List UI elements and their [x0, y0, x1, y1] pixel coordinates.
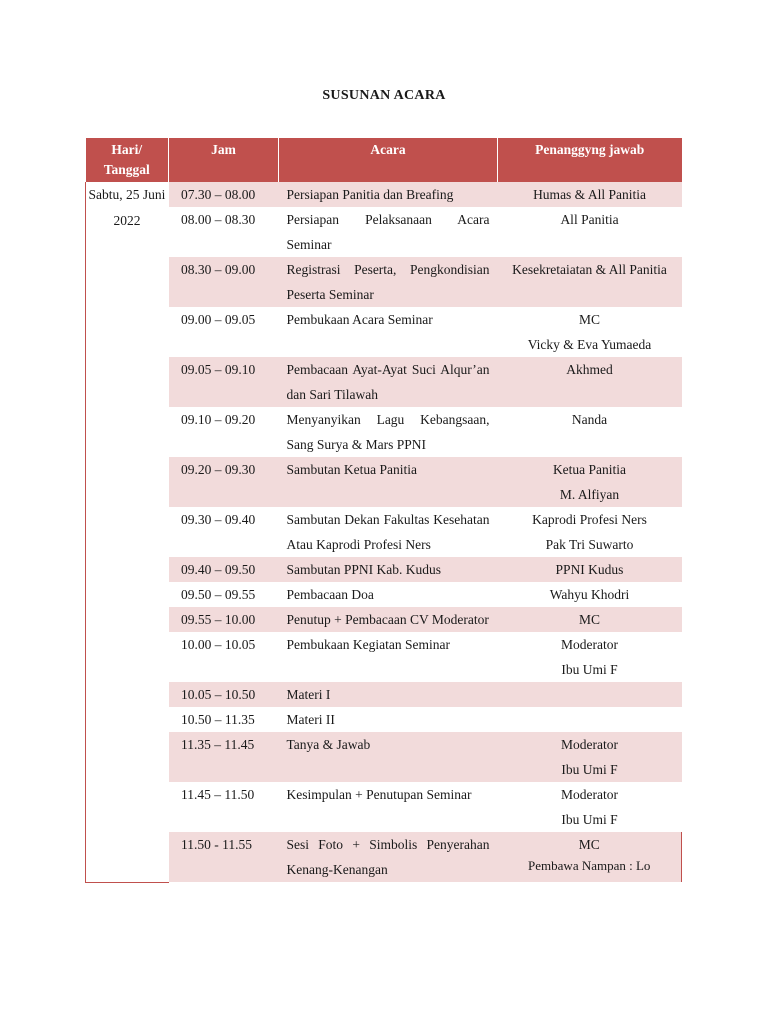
time-cell: 11.50 - 11.55	[169, 832, 279, 882]
responsible-line: Ibu Umi F	[561, 662, 618, 677]
time-cell: 10.00 – 10.05	[169, 632, 279, 682]
table-row	[86, 407, 682, 457]
day-cell: Sabtu, 25 Juni 2022	[86, 182, 169, 882]
responsible-cell	[498, 182, 682, 207]
time-cell: 09.30 – 09.40	[169, 507, 279, 557]
table-row	[86, 182, 682, 207]
activity-cell: Registrasi Peserta, Pengkondisian Peserta Seminar	[279, 257, 498, 307]
responsible-cell	[498, 582, 682, 607]
time-cell: 09.40 – 09.50	[169, 557, 279, 582]
time-cell: 09.10 – 09.20	[169, 407, 279, 457]
time-cell: 11.45 – 11.50	[169, 782, 279, 832]
time-cell: 08.00 – 08.30	[169, 207, 279, 257]
responsible-cell	[498, 682, 682, 707]
responsible-cell	[498, 707, 682, 732]
activity-cell: Materi I	[279, 682, 498, 707]
responsible-line: Kaprodi Profesi Ners	[532, 512, 647, 527]
time-cell: 09.20 – 09.30	[169, 457, 279, 507]
responsible-cell	[498, 782, 682, 832]
time-cell: 11.35 – 11.45	[169, 732, 279, 782]
time-cell: 08.30 – 09.00	[169, 257, 279, 307]
table-row	[86, 607, 682, 632]
table-row	[86, 632, 682, 682]
responsible-cell	[498, 307, 682, 357]
table-row	[86, 207, 682, 257]
responsible-line: Ibu Umi F	[561, 812, 618, 827]
responsible-cell	[498, 557, 682, 582]
table-row	[86, 307, 682, 357]
activity-cell: Menyanyikan Lagu Kebangsaan, Sang Surya & Mars PPNI	[279, 407, 498, 457]
table-row	[86, 707, 682, 732]
time-cell: 10.05 – 10.50	[169, 682, 279, 707]
header-responsible: Penanggyng jawab	[498, 138, 682, 182]
table-row	[86, 557, 682, 582]
activity-cell: Kesimpulan + Penutupan Seminar	[279, 782, 498, 832]
activity-cell: Pembacaan Doa	[279, 582, 498, 607]
responsible-cell	[498, 832, 682, 882]
responsible-cell	[498, 607, 682, 632]
activity-cell: Pembukaan Acara Seminar	[279, 307, 498, 357]
activity-cell: Sambutan PPNI Kab. Kudus	[279, 557, 498, 582]
responsible-line: Ketua Panitia	[552, 462, 627, 477]
responsible-line: PPNI Kudus	[555, 562, 624, 577]
header-time: Jam	[169, 138, 279, 182]
responsible-cell	[498, 457, 682, 507]
responsible-line: Moderator	[561, 637, 618, 652]
header-day: Hari/ Tanggal	[86, 138, 169, 182]
activity-cell: Penutup + Pembacaan CV Moderator	[279, 607, 498, 632]
table-row	[86, 357, 682, 407]
schedule-table	[85, 138, 682, 883]
responsible-line: Humas & All Panitia	[533, 187, 646, 202]
responsible-cell	[498, 357, 682, 407]
activity-cell: Pembacaan Ayat-Ayat Suci Alqur’an dan Sari Tilawah	[279, 357, 498, 407]
time-cell: 09.55 – 10.00	[169, 607, 279, 632]
activity-cell: Sambutan Ketua Panitia	[279, 457, 498, 507]
responsible-cell	[498, 632, 682, 682]
responsible-line: Vicky & Eva Yumaeda	[527, 337, 652, 352]
page-title: SUSUNAN ACARA	[322, 88, 446, 103]
responsible-line: MC	[578, 612, 600, 627]
time-cell: 09.05 – 09.10	[169, 357, 279, 407]
activity-cell: Materi II	[279, 707, 498, 732]
table-row	[86, 507, 682, 557]
time-cell: 09.00 – 09.05	[169, 307, 279, 357]
activity-cell: Tanya & Jawab	[279, 732, 498, 782]
responsible-line: Pak Tri Suwarto	[545, 537, 634, 552]
table-header-row	[86, 138, 682, 182]
responsible-cell	[498, 732, 682, 782]
table-row	[86, 582, 682, 607]
responsible-line: Moderator	[561, 737, 618, 752]
table-row	[86, 682, 682, 707]
table-row	[86, 732, 682, 782]
header-activity: Acara	[279, 138, 498, 182]
responsible-cell	[498, 507, 682, 557]
responsible-line: Moderator	[561, 787, 618, 802]
activity-cell: Pembukaan Kegiatan Seminar	[279, 632, 498, 682]
activity-cell: Persiapan Panitia dan Breafing	[279, 182, 498, 207]
table-row	[86, 457, 682, 507]
responsible-line: Nanda	[571, 412, 608, 427]
table-row	[86, 832, 682, 882]
responsible-line: Wahyu Khodri	[549, 587, 630, 602]
time-cell: 07.30 – 08.00	[169, 182, 279, 207]
responsible-line: MC	[578, 837, 600, 852]
responsible-line: Pembawa Nampan : Lo	[528, 858, 651, 873]
activity-cell: Sambutan Dekan Fakultas Kesehatan Atau Kaprodi Profesi Ners	[279, 507, 498, 557]
responsible-line: Akhmed	[566, 362, 613, 377]
time-cell: 09.50 – 09.55	[169, 582, 279, 607]
activity-cell: Persiapan Pelaksanaan Acara Seminar	[279, 207, 498, 257]
responsible-line: Kesekretaiatan & All Panitia	[512, 262, 667, 277]
responsible-cell	[498, 257, 682, 307]
activity-cell: Sesi Foto + Simbolis Penyerahan Kenang-Kenangan	[279, 832, 498, 882]
responsible-line: MC	[578, 312, 600, 327]
table-row	[86, 257, 682, 307]
responsible-line: Ibu Umi F	[561, 762, 618, 777]
responsible-line: All Panitia	[560, 212, 619, 227]
responsible-line: M. Alfiyan	[559, 487, 620, 502]
time-cell: 10.50 – 11.35	[169, 707, 279, 732]
table-row	[86, 782, 682, 832]
responsible-cell	[498, 407, 682, 457]
responsible-cell	[498, 207, 682, 257]
